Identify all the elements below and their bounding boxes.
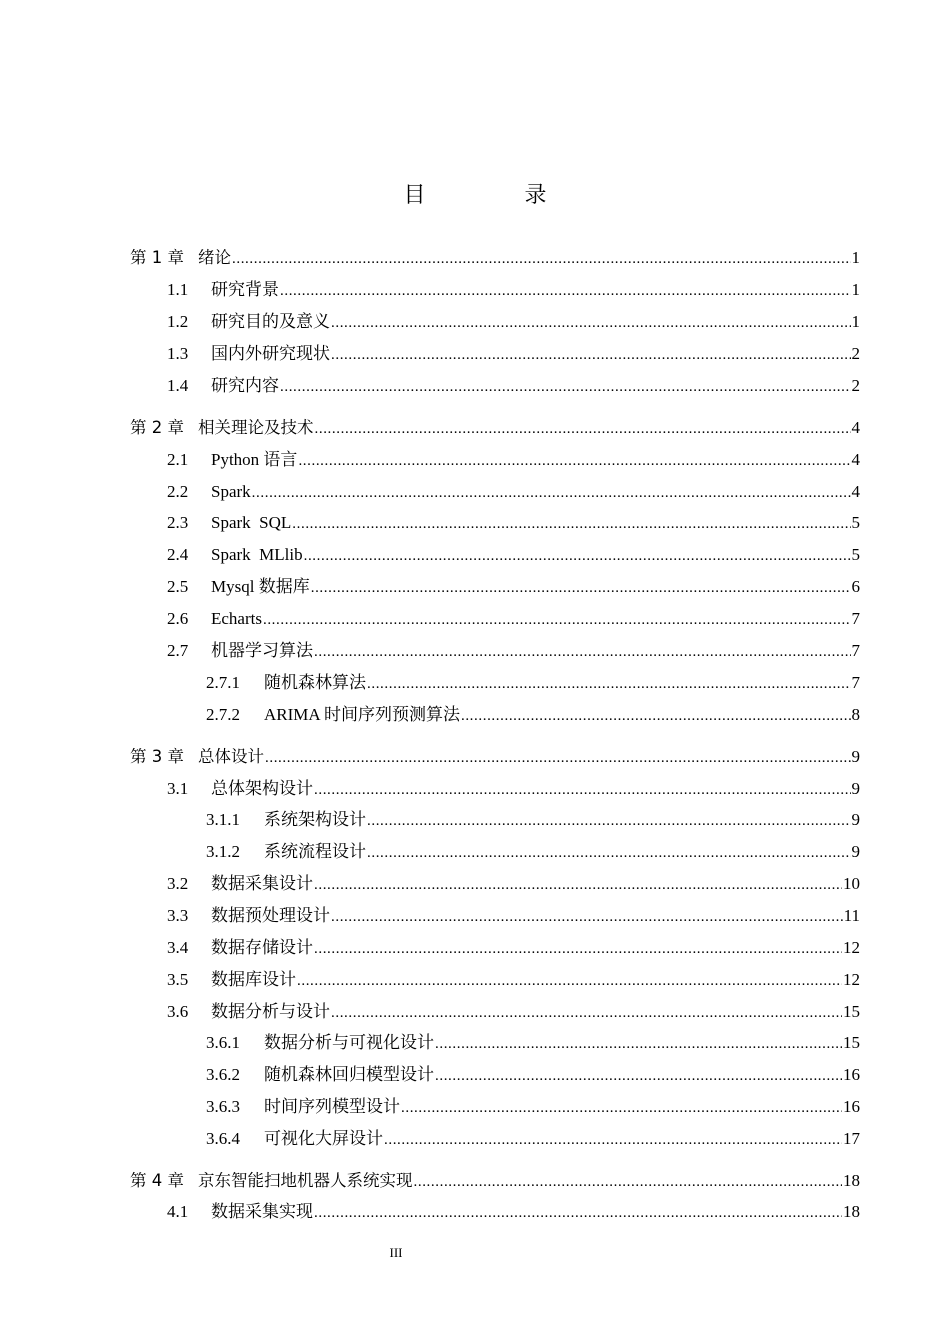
toc-entry-number: 3.6.4 — [206, 1129, 240, 1148]
toc-section-entry[interactable] — [206, 671, 860, 695]
toc-section-entry[interactable] — [167, 872, 860, 896]
dot-leader — [435, 1064, 842, 1088]
toc-entry-title: 总体设计 — [198, 747, 264, 766]
dot-leader — [367, 809, 851, 833]
toc-entry-title: Spark SQL — [211, 513, 292, 532]
toc-section-entry[interactable] — [167, 607, 860, 631]
toc-section-entry[interactable] — [206, 840, 860, 864]
toc-entry-number: 3.1.1 — [206, 810, 240, 829]
toc-entry-title: 系统流程设计 — [264, 842, 366, 861]
toc-section-entry[interactable] — [167, 342, 860, 366]
page-number: III — [389, 1245, 403, 1260]
toc-section-entry[interactable] — [206, 808, 860, 832]
toc-entry-number: 2.3 — [167, 513, 189, 532]
toc-entry-number: 第 1 章 — [130, 248, 184, 267]
toc-entry-number: 3.6 — [167, 1002, 189, 1021]
toc-entry-page: 1 — [851, 312, 860, 331]
toc-entry-title: 相关理论及技术 — [198, 418, 314, 437]
toc-entry-title: 京东智能扫地机器人系统实现 — [198, 1171, 413, 1190]
toc-entry-number: 2.2 — [167, 482, 189, 501]
toc-entry-number: 第 3 章 — [130, 747, 184, 766]
toc-section-entry[interactable] — [167, 480, 860, 504]
dot-leader — [314, 873, 842, 897]
toc-entry-title: 系统架构设计 — [264, 810, 366, 829]
toc-entry-page: 4 — [851, 450, 860, 469]
toc-section-entry[interactable] — [167, 543, 860, 567]
toc-section-entry[interactable] — [167, 1200, 860, 1224]
dot-leader — [435, 1032, 842, 1056]
toc-chapter-entry[interactable] — [130, 246, 860, 270]
toc-section-entry[interactable] — [167, 278, 860, 302]
toc-entry-title: 绪论 — [198, 248, 231, 267]
toc-entry-number: 2.5 — [167, 577, 189, 596]
toc-entry-page: 12 — [843, 938, 860, 957]
toc-entry-page: 18 — [843, 1202, 860, 1221]
toc-entry-title: 随机森林回归模型设计 — [264, 1065, 434, 1084]
toc-entry-page: 4 — [851, 418, 860, 437]
page-title: 目 录 — [403, 183, 593, 208]
toc-entry-page: 5 — [851, 545, 860, 564]
toc-entry-number: 第 4 章 — [130, 1171, 184, 1190]
toc-chapter-entry[interactable] — [130, 416, 860, 440]
toc-entry-number: 2.7 — [167, 641, 189, 660]
dot-leader — [367, 672, 851, 696]
dot-leader — [315, 417, 851, 441]
toc-entry-page: 4 — [851, 482, 860, 501]
toc-entry-title: 数据预处理设计 — [211, 906, 330, 925]
toc-entry-number: 1.4 — [167, 376, 189, 395]
dot-leader — [314, 778, 851, 802]
toc-chapter-entry[interactable] — [130, 1169, 860, 1193]
toc-entry-title: Spark — [211, 482, 251, 501]
toc-section-entry[interactable] — [167, 1000, 860, 1024]
toc-chapter-entry[interactable] — [130, 745, 860, 769]
dot-leader — [314, 937, 842, 961]
dot-leader — [252, 481, 851, 505]
toc-section-entry[interactable] — [167, 511, 860, 535]
toc-entry-title: Python 语言 — [211, 450, 298, 469]
toc-entry-page: 7 — [851, 609, 860, 628]
dot-leader — [297, 969, 842, 993]
toc-entry-title: 数据采集实现 — [211, 1202, 313, 1221]
dot-leader — [401, 1096, 842, 1120]
dot-leader — [331, 905, 843, 929]
dot-leader — [265, 746, 851, 770]
toc-entry-page: 10 — [843, 874, 860, 893]
toc-entry-page: 17 — [843, 1129, 860, 1148]
dot-leader — [280, 279, 851, 303]
toc-entry-page: 9 — [851, 779, 860, 798]
toc-section-entry[interactable] — [167, 639, 860, 663]
toc-entry-title: 总体架构设计 — [211, 779, 313, 798]
toc-entry-page: 18 — [843, 1171, 860, 1190]
toc-entry-page: 1 — [851, 248, 860, 267]
toc-entry-number: 3.1 — [167, 779, 189, 798]
toc-entry-page: 8 — [851, 705, 860, 724]
toc-entry-title: Mysql 数据库 — [211, 577, 310, 596]
toc-entry-page: 2 — [851, 376, 860, 395]
toc-entry-number: 2.1 — [167, 450, 189, 469]
toc-entry-title: Spark MLlib — [211, 545, 303, 564]
toc-entry-page: 9 — [851, 747, 860, 766]
dot-leader — [292, 512, 850, 536]
dot-leader — [311, 576, 851, 600]
toc-entry-number: 3.1.2 — [206, 842, 240, 861]
toc-section-entry[interactable] — [206, 703, 860, 727]
toc-entry-page: 15 — [843, 1033, 860, 1052]
toc-entry-number: 1.3 — [167, 344, 189, 363]
toc-entry-page: 1 — [851, 280, 860, 299]
toc-section-entry[interactable] — [167, 777, 860, 801]
toc-entry-title: 机器学习算法 — [211, 641, 313, 660]
toc-entry-number: 3.4 — [167, 938, 189, 957]
toc-entry-title: 可视化大屏设计 — [264, 1129, 383, 1148]
dot-leader — [461, 704, 851, 728]
toc-entry-title: 数据库设计 — [211, 970, 296, 989]
toc-entry-title: 研究背景 — [211, 280, 279, 299]
toc-entry-number: 2.4 — [167, 545, 189, 564]
toc-entry-page: 7 — [851, 673, 860, 692]
toc-entry-number: 2.7.1 — [206, 673, 240, 692]
toc-entry-number: 3.6.1 — [206, 1033, 240, 1052]
toc-entry-title: 数据分析与可视化设计 — [264, 1033, 434, 1052]
toc-entry-title: 研究内容 — [211, 376, 279, 395]
toc-section-entry[interactable] — [167, 374, 860, 398]
toc-section-entry[interactable] — [167, 575, 860, 599]
toc-entry-title: 数据采集设计 — [211, 874, 313, 893]
toc-section-entry[interactable] — [167, 310, 860, 334]
toc-entry-number: 2.7.2 — [206, 705, 240, 724]
toc-entry-page: 16 — [843, 1065, 860, 1084]
toc-entry-title: 时间序列模型设计 — [264, 1097, 400, 1116]
dot-leader — [367, 841, 851, 865]
dot-leader — [232, 247, 851, 271]
dot-leader — [414, 1170, 843, 1194]
toc-entry-number: 3.6.3 — [206, 1097, 240, 1116]
toc-entry-title: 数据分析与设计 — [211, 1002, 330, 1021]
toc-section-entry[interactable] — [206, 1063, 860, 1087]
dot-leader — [304, 544, 851, 568]
toc-entry-number: 3.5 — [167, 970, 189, 989]
toc-entry-title: 国内外研究现状 — [211, 344, 330, 363]
toc-entry-number: 1.2 — [167, 312, 189, 331]
toc-entry-page: 9 — [851, 810, 860, 829]
toc-entry-page: 2 — [851, 344, 860, 363]
toc-entry-title: Echarts — [211, 609, 262, 628]
dot-leader — [314, 640, 851, 664]
toc-entry-number: 第 2 章 — [130, 418, 184, 437]
dot-leader — [314, 1201, 842, 1225]
toc-entry-number: 4.1 — [167, 1202, 189, 1221]
toc-section-entry[interactable] — [167, 904, 860, 928]
toc-entry-number: 3.3 — [167, 906, 189, 925]
toc-entry-page: 7 — [851, 641, 860, 660]
toc-entry-number: 1.1 — [167, 280, 189, 299]
toc-entry-title: 随机森林算法 — [264, 673, 366, 692]
dot-leader — [331, 343, 851, 367]
toc-section-entry[interactable] — [167, 968, 860, 992]
toc-entry-number: 3.6.2 — [206, 1065, 240, 1084]
toc-section-entry[interactable] — [167, 936, 860, 960]
dot-leader — [298, 449, 850, 473]
toc-entry-number: 3.2 — [167, 874, 189, 893]
toc-section-entry[interactable] — [167, 448, 860, 472]
toc-entry-page: 12 — [843, 970, 860, 989]
toc-entry-page: 15 — [843, 1002, 860, 1021]
toc-section-entry[interactable] — [206, 1031, 860, 1055]
toc-entry-page: 11 — [843, 906, 860, 925]
dot-leader — [331, 311, 851, 335]
dot-leader — [331, 1001, 842, 1025]
toc-entry-page: 9 — [851, 842, 860, 861]
toc-entry-page: 5 — [851, 513, 860, 532]
toc-entry-page: 16 — [843, 1097, 860, 1116]
toc-section-entry[interactable] — [206, 1127, 860, 1151]
dot-leader — [384, 1128, 842, 1152]
toc-section-entry[interactable] — [206, 1095, 860, 1119]
dot-leader — [280, 375, 851, 399]
dot-leader — [263, 608, 851, 632]
toc-entry-page: 6 — [851, 577, 860, 596]
toc-entry-title: 数据存储设计 — [211, 938, 313, 957]
toc-entry-title: ARIMA 时间序列预测算法 — [264, 705, 460, 724]
toc-entry-number: 2.6 — [167, 609, 189, 628]
toc-entry-title: 研究目的及意义 — [211, 312, 330, 331]
